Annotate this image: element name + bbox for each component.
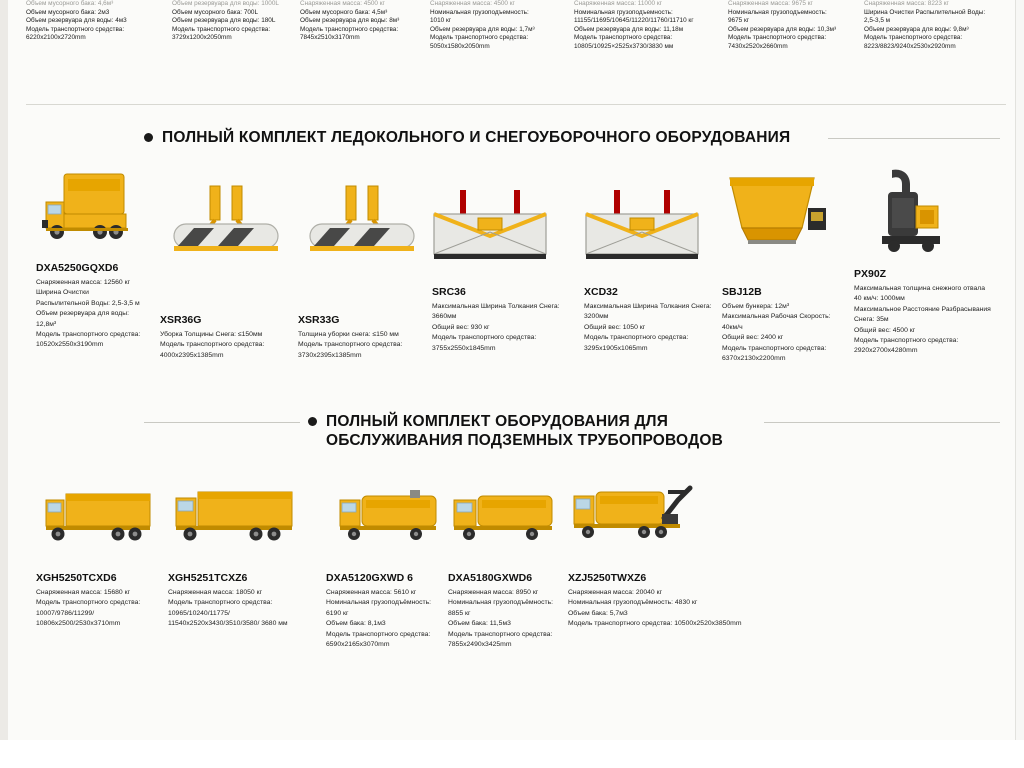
spec-line: Снаряженная масса: 5610 кг xyxy=(326,589,417,596)
spec-line: Объем бункера: 12м³ xyxy=(722,303,790,310)
spec-line: Объем бака: 11,5м3 xyxy=(448,620,511,628)
bullet-icon xyxy=(308,417,317,426)
spec-line: Модель транспортного средства: xyxy=(574,34,673,42)
spec-line: Номинальная грузоподъёмность: 4830 кг xyxy=(568,599,698,607)
spec-line: 4000x2395x1385mm xyxy=(160,351,224,359)
spec-line: 10007/9786/11299/ xyxy=(36,609,95,617)
spec-line: 6370x2130x2200mm xyxy=(722,355,786,363)
spec-line: Номинальная грузоподъемность: xyxy=(574,8,673,16)
spec-line: Модель транспортного средства: xyxy=(864,34,963,42)
spec-line: Снаряженная масса: 12560 кг xyxy=(36,279,131,286)
spec-line: Максимальная Ширина Толкания Снега: xyxy=(584,303,712,310)
spec-line: 3729x1200x2050mm xyxy=(172,34,232,42)
spec-line: Модель транспортного средства: xyxy=(26,25,125,33)
section-rule xyxy=(828,138,1000,139)
spec-line: Объем резервуара для воды: 180L xyxy=(172,17,276,25)
spec-line: Максимальное Расстояние Разбрасывания xyxy=(854,305,991,313)
spec-line: Снаряженная масса: 11000 кг xyxy=(574,0,662,7)
spec-line: Модель транспортного средства: xyxy=(298,341,403,349)
spec-line: 10520x2550x3190mm xyxy=(36,341,104,349)
illustration-dxa5180gxwd6 xyxy=(448,484,560,548)
product-card-sbj12b xyxy=(722,286,852,364)
spec-line: 40 км/ч: 1000мм xyxy=(854,295,905,303)
spec-line: Максимальная толщина снежного отвала xyxy=(854,285,986,292)
top-spec-cell xyxy=(172,0,296,43)
section-title: ПОЛНЫЙ КОМПЛЕКТ ЛЕДОКОЛЬНОГО И СНЕГОУБОРОЧНОГО ОБОРУДОВАНИЯ xyxy=(162,129,791,146)
spec-line: Снаряженная масса: 20040 кг xyxy=(568,589,663,596)
spec-line: 8223/8823/9240x2530x2920mm xyxy=(864,42,956,50)
product-specs xyxy=(160,330,288,361)
spec-line: 7855x2490x3425mm xyxy=(448,641,512,649)
spec-line: 6590x2165x3070mm xyxy=(326,641,390,649)
illustration-dxa5250gqxd6 xyxy=(38,166,148,266)
spec-line: Модель транспортного средства: xyxy=(168,599,273,607)
illustration-xsr36g xyxy=(166,180,286,270)
product-specs xyxy=(854,284,1014,357)
product-card-xcd32 xyxy=(584,286,734,354)
section-heading-ice xyxy=(144,128,844,147)
spec-line: Модель транспортного средства: xyxy=(36,599,141,607)
spec-line: Объем мусорного бака: 4,5м³ xyxy=(300,8,388,16)
product-card-xgh5251tcxz6 xyxy=(168,572,328,630)
spec-line: 3295x1905x1065mm xyxy=(584,344,648,352)
section-heading-pipe xyxy=(308,412,868,450)
illustration-xgh5251tcxz6 xyxy=(170,478,298,548)
spec-line: 9675 кг xyxy=(728,17,750,25)
spec-line: Распылительной Воды: 2,5-3,5 м xyxy=(36,299,140,307)
spec-line: Общий вес: 1050 кг xyxy=(584,323,646,331)
product-name: XGH5251TCXZ6 xyxy=(168,572,248,584)
top-spec-cell xyxy=(26,0,150,43)
spec-line: Модель транспортного средства: xyxy=(300,25,399,33)
spec-line: Модель транспортного средства: xyxy=(584,334,689,342)
product-name: XCD32 xyxy=(584,286,618,298)
product-card-xsr36g xyxy=(160,314,288,361)
product-card-xzj5250twxz6 xyxy=(568,572,788,630)
product-specs xyxy=(36,278,154,351)
spec-line: 12,8м³ xyxy=(36,320,57,328)
spec-line: Объем резервуара для воды: 1,7м³ xyxy=(430,25,535,33)
illustration-xgh5250tcxd6 xyxy=(40,478,158,548)
product-card-px90z xyxy=(854,268,1014,357)
spec-line: Ширина Очистки Распылительной Воды: xyxy=(864,8,986,16)
spec-line: 10806x2500/2530x3710mm xyxy=(36,620,121,628)
spec-line: Объем мусорного бака: 2м3 xyxy=(26,8,110,16)
product-card-dxa5180gxwd6 xyxy=(448,572,568,650)
spec-line: Номинальная грузоподъёмность: xyxy=(448,599,554,607)
spec-line: 40км/ч xyxy=(722,323,743,331)
illustration-xsr33g xyxy=(304,180,420,270)
spec-line: Модель транспортного средства: xyxy=(854,337,959,345)
spec-line: Максимальная Ширина Толкания Снега: xyxy=(432,303,560,310)
product-name: DXA5250GQXD6 xyxy=(36,262,119,274)
section-rule-left xyxy=(144,422,300,423)
top-divider xyxy=(26,104,1006,105)
spec-line: Модель транспортного средства: xyxy=(432,334,537,342)
spec-line: Модель транспортного средства: xyxy=(448,630,553,638)
spec-line: 3755x2550x1845mm xyxy=(432,344,496,352)
spec-line: Снега: 35м xyxy=(854,316,889,324)
illustration-dxa5120gxwd6 xyxy=(334,484,444,548)
product-specs xyxy=(584,302,734,354)
page-bottom-margin xyxy=(0,740,1024,768)
spec-line: 7845x2510x3170mm xyxy=(300,34,360,42)
top-spec-cell xyxy=(430,0,580,52)
spec-line: Модель транспортного средства: 10500x2520x3850mm xyxy=(568,620,742,628)
spec-line: Объем мусорного бака: 4,6м³ xyxy=(26,0,114,7)
product-card-dxa5120gxwd6 xyxy=(326,572,448,650)
spec-line: Номинальная грузоподъёмность: xyxy=(326,599,432,607)
product-name: DXA5180GXWD6 xyxy=(448,572,533,584)
spec-line: Ширина Очистки xyxy=(36,289,89,297)
spec-line: Снаряженная масса: 15680 кг xyxy=(36,589,131,596)
spec-line: 1010 кг xyxy=(430,17,452,25)
product-specs xyxy=(448,588,568,650)
spec-line: Снаряженная масса: 4500 кг xyxy=(430,0,515,7)
spec-line: Модель транспортного средства: xyxy=(326,630,431,638)
product-name: XZJ5250TWXZ6 xyxy=(568,572,647,584)
spec-line: Объем резервуара для воды: 9,8м³ xyxy=(864,25,969,33)
illustration-xcd32 xyxy=(580,188,704,272)
product-specs xyxy=(326,588,448,650)
spec-line: 8855 кг xyxy=(448,609,471,617)
spec-line: Модель транспортного средства: xyxy=(36,331,141,339)
spec-line: Модель транспортного средства: xyxy=(430,34,529,42)
product-specs xyxy=(298,330,426,361)
product-card-xgh5250tcxd6 xyxy=(36,572,166,630)
spec-line: Объем резервуара для воды: 8м³ xyxy=(300,17,400,25)
spec-line: Снаряженная масса: 4500 кг xyxy=(300,0,385,7)
product-name: SBJ12B xyxy=(722,286,762,298)
product-name: XGH5250TCXD6 xyxy=(36,572,117,584)
product-specs xyxy=(36,588,166,630)
spec-line: Общий вес: 4500 кг xyxy=(854,326,916,334)
section-rule-right xyxy=(764,422,1000,423)
section-title-line2: ОБСЛУЖИВАНИЯ ПОДЗЕМНЫХ ТРУБОПРОВОДОВ xyxy=(326,432,723,449)
spec-line: Общий вес: 2400 кг xyxy=(722,334,784,342)
top-spec-cell xyxy=(864,0,1024,52)
product-name: SRC36 xyxy=(432,286,466,298)
spec-line: 2920x2700x4280mm xyxy=(854,347,918,355)
spec-line: Объем резервуара для воды: 11,18м xyxy=(574,25,684,33)
spec-line: 10805/10925×2525x3730/3830 мм xyxy=(574,42,674,50)
product-name: DXA5120GXWD 6 xyxy=(326,572,413,584)
product-name: XSR33G xyxy=(298,314,340,326)
spec-line: Максимальная Рабочая Скорость: xyxy=(722,313,831,321)
illustration-src36 xyxy=(428,188,552,272)
spec-line: 2,5-3,5 м xyxy=(864,17,891,25)
product-specs xyxy=(722,302,852,364)
top-spec-row xyxy=(26,0,1006,100)
page-left-margin xyxy=(0,0,8,740)
spec-line: 6190 кг xyxy=(326,609,349,617)
spec-line: Уборка Толщины Снега: ≤150мм xyxy=(160,331,263,338)
spec-line: 3200мм xyxy=(584,313,609,321)
spec-line: 3660мм xyxy=(432,313,457,321)
spec-line: Модель транспортного средства: xyxy=(172,25,271,33)
product-name: PX90Z xyxy=(854,268,887,280)
product-name: XSR36G xyxy=(160,314,202,326)
spec-line: Толщина уборки снега: ≤150 мм xyxy=(298,331,399,338)
product-card-dxa5250gqxd6 xyxy=(36,262,154,351)
spec-line: Снаряженная масса: 8223 кг xyxy=(864,0,949,7)
illustration-px90z xyxy=(858,164,968,264)
product-card-xsr33g xyxy=(298,314,426,361)
spec-line: Объем бака: 8,1м3 xyxy=(326,620,386,628)
spec-line: Снаряженная масса: 18050 кг xyxy=(168,589,263,596)
section-title-line1: ПОЛНЫЙ КОМПЛЕКТ ОБОРУДОВАНИЯ ДЛЯ xyxy=(326,413,669,430)
spec-line: Объем резервуара для воды: 1000L xyxy=(172,0,279,7)
spec-line: 7430x2520x2660mm xyxy=(728,42,788,50)
spec-line: Объем бака: 5,7м3 xyxy=(568,609,628,617)
spec-line: 10965/10240/11775/ xyxy=(168,609,230,617)
spec-line: Номинальная грузоподъемность: xyxy=(430,8,529,16)
spec-line: 11540x2520x3430/3510/3580/ 3680 мм xyxy=(168,620,288,628)
bullet-icon xyxy=(144,133,153,142)
top-spec-cell xyxy=(728,0,878,52)
spec-line: Снаряженная масса: 8950 кг xyxy=(448,589,539,596)
product-specs xyxy=(432,302,582,354)
product-card-src36 xyxy=(432,286,582,354)
spec-line: Модель транспортного средства: xyxy=(160,341,265,349)
illustration-sbj12b xyxy=(722,170,832,262)
spec-line: 6220x2100x2720mm xyxy=(26,34,86,42)
illustration-xzj5250twxz6 xyxy=(568,478,694,548)
spec-line: Общий вес: 930 кг xyxy=(432,323,490,331)
spec-line: Номинальная грузоподъемность: xyxy=(728,8,827,16)
spec-line: 3730x2395x1385mm xyxy=(298,351,362,359)
spec-line: 11155/11695/10645/11220/11760/11710 кг xyxy=(574,17,694,25)
spec-line: Объем мусорного бака: 700L xyxy=(172,8,259,16)
top-spec-cell xyxy=(300,0,424,43)
spec-line: Снаряженная масса: 9675 кг xyxy=(728,0,813,7)
spec-line: Объем резервуара для воды: xyxy=(36,310,129,318)
product-specs xyxy=(168,588,328,630)
product-specs xyxy=(568,588,788,630)
spec-line: Объем резервуара для воды: 10,3м³ xyxy=(728,25,837,33)
spec-line: 5050x1580x2050mm xyxy=(430,42,490,50)
spec-line: Объем резервуара для воды: 4м3 xyxy=(26,17,127,25)
catalog-sheet xyxy=(8,0,1016,740)
spec-line: Модель транспортного средства: xyxy=(722,344,827,352)
spec-line: Модель транспортного средства: xyxy=(728,34,827,42)
